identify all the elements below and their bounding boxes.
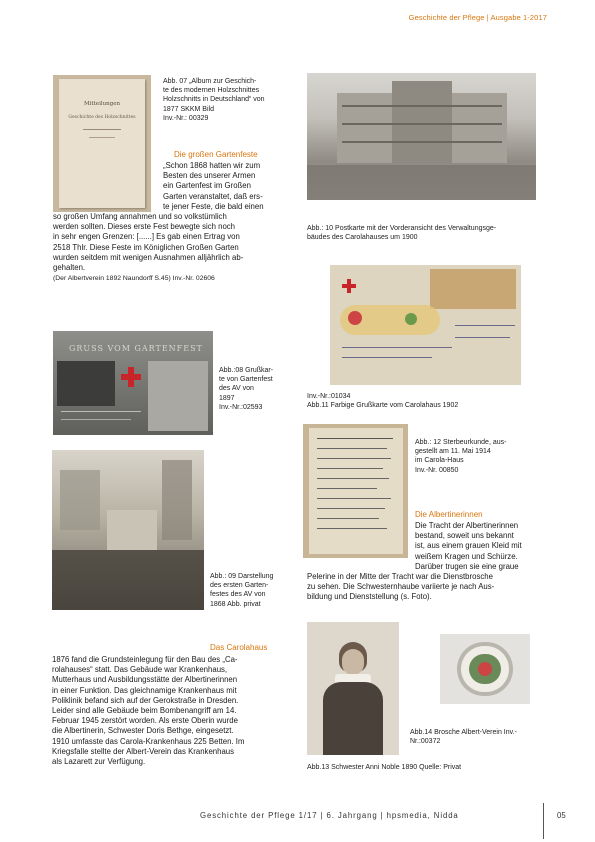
carolahaus-text: 1876 fand die Grundsteinlegung für den Bau des „Ca- rolahauses“ statt. Das Gebäude war Krankenhaus, Mutterhaus und Ausbildungsstätte der Albertinerinnen in einer Funktion. Das gleichnamige Krankenhaus mit Poliklinik befand sich auf der Gerokstraße in Dresden. Leider sind alle Gebäude beim Bombenangriff am 14. Februar 1945 zerstört worden. Als erste Oberin wurde die Albertinerin, Schwester Doris Bethge, eingesetzt. 1910 umfasste das Carola-Krankenhaus 225 Betten. Im Kriegsfalle stellte der Albert-Verein das Krankenhaus als Lazarett zur Verfügung. (52, 655, 245, 767)
book-subtitle-text: Geschichte des Holzschnittes (68, 115, 136, 120)
caption-abb09: Abb.: 09 Darstellung des ersten Garten- festes des AV von 1868 Abb. privat (210, 573, 274, 608)
album-book-image (53, 75, 151, 212)
caption-abb11: Inv.-Nr.:01034 Abb.11 Farbige Grußkarte vom Carolahaus 1902 (307, 393, 459, 410)
gartenfest-text-wide: so großen Umfang annahmen und so volkstümlich werden sollten. Dieses erste Fest bewegte sich noch in sehr engen Grenzen: [......] Es gab einen Ertrag von 2518 Thlr. Diese Feste im Königlichen Großen Garten wurden seitdem mit wenigen Ausnahmen alljährlich ab- gehalten. (53, 212, 244, 273)
section-title-albertinerinnen: Die Albertinerinnen (415, 510, 483, 519)
gartenfest-source: (Der Albertverein 1892 Naundorff S.45) Inv.-Nr. 02606 (53, 275, 215, 282)
caption-abb08: Abb.:08 Grußkar- te von Gartenfest des AV von 1897 Inv.-Nr.:02593 (219, 367, 274, 411)
book-title-text: Mitteilungen (84, 101, 120, 107)
caption-abb10: Abb.: 10 Postkarte mit der Vorderansicht des Verwaltungsge- bäudes des Carolahauses um 1900 (307, 225, 497, 242)
albertinerinnen-text-narrow: Die Tracht der Albertinerinnen bestand, soweit uns bekannt ist, aus einem grauen Kleid mit weißem Kragen und Schürze. Darüber trugen sie eine graue (415, 521, 522, 571)
running-header: Geschichte der Pflege | Ausgabe 1-2017 (408, 13, 547, 22)
footer-divider (543, 803, 544, 839)
first-gartenfest-illustration (52, 450, 204, 610)
albertinerinnen-text-wide: Pelerine in der Mitte der Tracht war die Dienstbrosche zu sehen. Die Schwesternhaube variierte je nach Aus- bildung und Dienststellung (s. Foto). (307, 572, 495, 602)
red-cross-icon (342, 279, 356, 293)
nurse-portrait-photo (307, 622, 399, 755)
postcard-heading: GRUSS VOM GARTENFEST (69, 344, 203, 353)
footer-text: Geschichte der Pflege 1/17 | 6. Jahrgang | hpsmedia, Nidda (200, 811, 459, 820)
gartenfest-text-narrow: „Schon 1868 hatten wir zum Besten des unserer Armen ein Gartenfest im Großen Garten veranstaltet, daß ers- te jener Feste, die bald einen (163, 161, 264, 211)
carolahaus-color-postcard (330, 265, 521, 385)
carolahaus-building-photo (307, 73, 536, 200)
red-cross-icon (121, 367, 141, 387)
death-certificate-image (303, 424, 408, 558)
section-title-carolahaus: Das Carolahaus (210, 643, 268, 652)
section-title-gartenfest: Die großen Gartenfeste (174, 150, 258, 159)
gartenfest-postcard-image (53, 331, 213, 435)
caption-abb12: Abb.: 12 Sterbeurkunde, aus- gestellt am 11. Mai 1914 im Carola-Haus Inv.-Nr. 00850 (415, 439, 507, 474)
page-number: 05 (557, 811, 566, 820)
caption-abb07: Abb. 07 „Album zur Geschich- te des modernen Holzschnittes Holzschnitts in Deutschland“ von 1877 SKKM Bild Inv.-Nr.: 00329 (163, 78, 265, 122)
caption-abb14: Abb.14 Brosche Albert-Verein Inv.- Nr.:00372 (410, 729, 517, 746)
brooch-photo (440, 634, 530, 704)
caption-abb13: Abb.13 Schwester Anni Noble 1890 Quelle: Privat (307, 764, 462, 771)
